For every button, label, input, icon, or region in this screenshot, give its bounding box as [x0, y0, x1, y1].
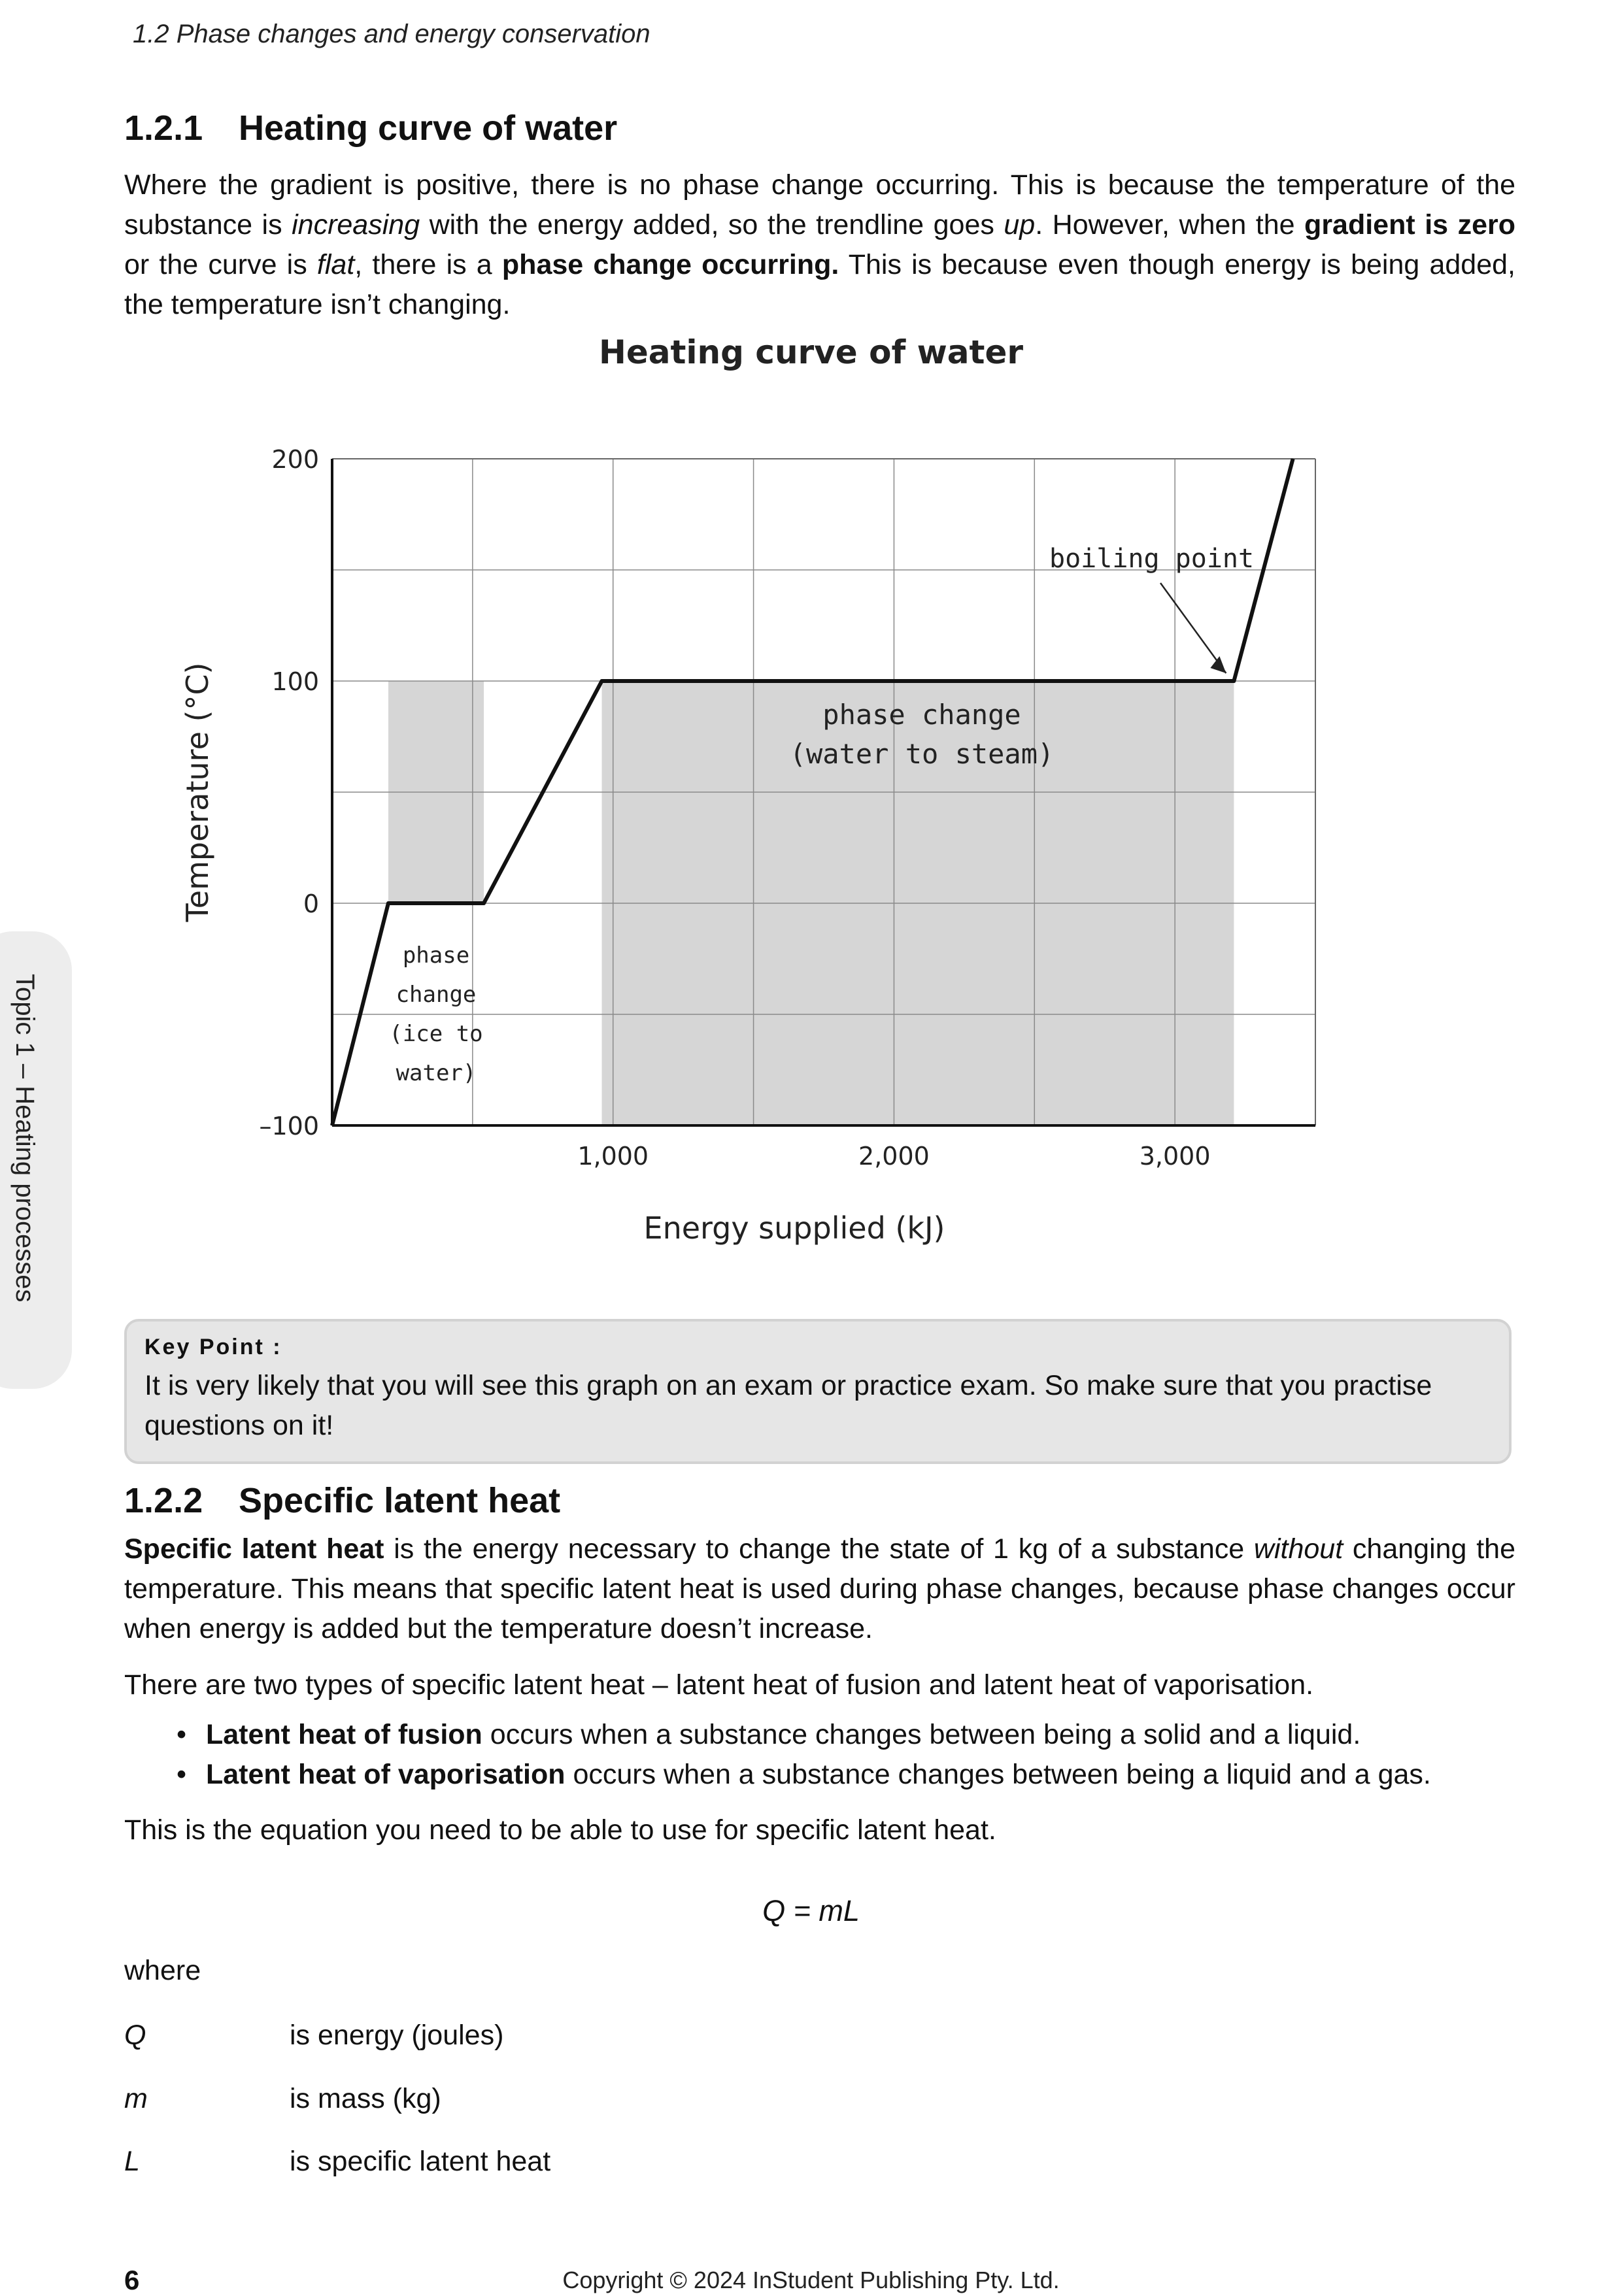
text-run: gradient is zero: [1304, 209, 1515, 241]
text-run: is the energy necessary to change the state of 1 kg of a substance: [384, 1533, 1254, 1565]
bullet-text: occurs when a substance changes between being a solid and a liquid.: [482, 1719, 1361, 1750]
definition-text-m: is mass (kg): [290, 2083, 441, 2114]
section-heading-1-2-2: [124, 1480, 560, 1521]
side-tab-label: Topic 1 – Heating processes: [10, 974, 39, 1303]
y-axis-label: Temperature (°C): [180, 662, 215, 922]
bullet-latent-heat-fusion: [177, 1719, 1360, 1751]
y-tick-label: –100: [259, 1112, 319, 1140]
section-title: Heating curve of water: [239, 108, 618, 148]
bullet-term: Latent heat of vaporisation: [206, 1759, 566, 1790]
copyright: Copyright © 2024 InStudent Publishing Pty. Ltd.: [562, 2267, 1060, 2293]
annotation-arrowhead: [1210, 656, 1226, 673]
text-run: , there is a: [354, 249, 502, 280]
region-label-ice-to-water: phase: [402, 942, 470, 969]
bullet-term: Latent heat of fusion: [206, 1719, 482, 1750]
region-label-ice-to-water: water): [396, 1060, 477, 1086]
x-tick-label: 1,000: [577, 1142, 649, 1171]
text-run: flat: [316, 249, 355, 280]
y-tick-label: 200: [271, 445, 319, 474]
x-tick-label: 3,000: [1139, 1142, 1211, 1171]
region-label-ice-to-water: change: [396, 982, 477, 1008]
text-run: with the energy added, so the trendline goes: [420, 209, 1004, 241]
definition-symbol-m: m: [124, 2083, 148, 2114]
x-axis-label: Energy supplied (kJ): [643, 1210, 945, 1246]
text-run: changing the temperature. This means that specific latent heat is used during phase changes, because phase changes occur when energy is added but the temperature doesn’t increase.: [124, 1533, 1515, 1644]
bullet-latent-heat-vaporisation: [177, 1759, 1431, 1791]
running-header: 1.2 Phase changes and energy conservation: [133, 20, 650, 48]
section-2-paragraph-2: There are two types of specific latent heat – latent heat of fusion and latent heat of vaporisation.: [124, 1669, 1314, 1701]
bullet-dot: •: [177, 1759, 187, 1790]
key-point-text: It is very likely that you will see this graph on an exam or practice exam. So make sure that you practise questions on it!: [144, 1370, 1432, 1441]
where-label: where: [124, 1955, 201, 1986]
text-run: or the curve is: [124, 249, 317, 280]
data-point: [332, 1125, 333, 1126]
x-tick-label: 2,000: [858, 1142, 930, 1171]
text-run: increasing: [292, 209, 420, 241]
definition-text-l: is specific latent heat: [290, 2146, 551, 2177]
text-run: phase change occurring.: [501, 249, 839, 280]
text-run: up: [1004, 209, 1036, 241]
text-run: Specific latent heat: [124, 1533, 384, 1565]
definition-symbol-q: Q: [124, 2020, 146, 2051]
text-run: without: [1253, 1533, 1343, 1565]
bullet-dot: •: [177, 1719, 187, 1750]
region-label-water-to-steam: phase change: [822, 699, 1021, 731]
data-point: [601, 681, 602, 682]
annotation-boiling-point: boiling point: [1049, 544, 1255, 574]
section-number: 1.2.2: [124, 1481, 203, 1520]
region-label-ice-to-water: (ice to: [389, 1021, 483, 1047]
annotation-arrow: [1160, 583, 1226, 673]
chart-title: Heating curve of water: [598, 333, 1024, 371]
definition-text-q: is energy (joules): [290, 2020, 504, 2051]
text-run: This is because even though energy is being added, the temperature isn’t changing.: [124, 249, 1515, 320]
text-run: . However, when the: [1035, 209, 1305, 241]
text-run: Where the gradient is positive, there is no phase change occurring. This is because the temperature of the substance is: [124, 169, 1515, 241]
section-2-paragraph-3: This is the equation you need to be able to use for specific latent heat.: [124, 1814, 996, 1846]
section-title: Specific latent heat: [239, 1481, 561, 1520]
key-point-title: Key Point :: [144, 1335, 282, 1359]
definition-symbol-l: L: [124, 2146, 140, 2177]
bullet-text: occurs when a substance changes between being a liquid and a gas.: [565, 1759, 1431, 1790]
y-tick-label: 0: [303, 890, 319, 918]
y-tick-label: 100: [271, 667, 319, 696]
section-2-paragraph-1: [124, 1529, 1515, 1649]
region-label-water-to-steam: (water to steam): [789, 738, 1055, 770]
section-number: 1.2.1: [124, 108, 203, 148]
page-number: 6: [124, 2265, 140, 2295]
equation: Q = mL: [762, 1894, 860, 1927]
